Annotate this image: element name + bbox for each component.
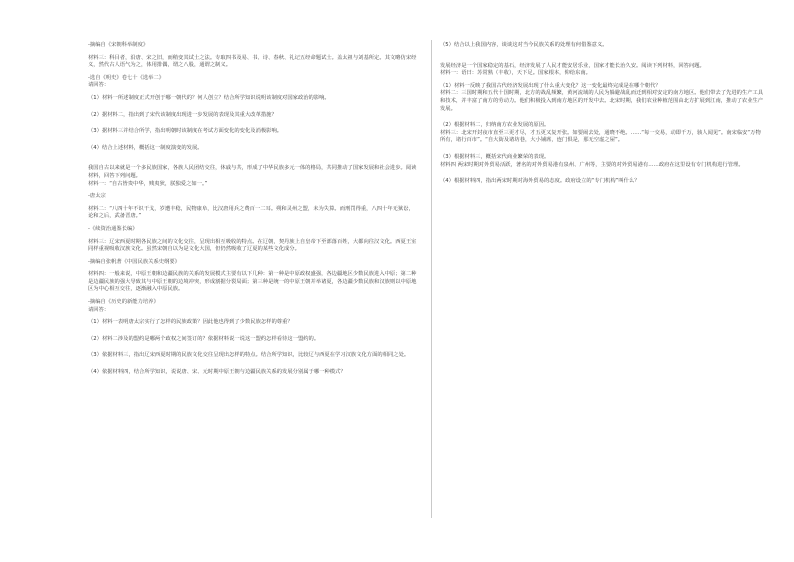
question-text: （4）根据材料四，指出两宋时期对海外贸易的态度。政府设立的“专门机构”叫什么？ <box>440 178 640 185</box>
source-line: -摘编自《历史的新能力培养》 <box>88 299 159 306</box>
material-text: 材料三：辽宋西夏时期各民族之间的文化交往，呈现出相互吸收的特点。在辽朝，契丹族上自皇帝下至部落百姓，大都向往汉文化。西夏王室同样重视吸收汉族文化。虽然宋朝自以为是文化大国，但仍然吸收了辽夏的某些文化成分。 <box>88 238 417 253</box>
question-text: （4）依据材料四，结合所学知识，说说唐、宋、元时期中原王朝与边疆民族关系的发展分别属于哪一种模式？ <box>88 369 346 376</box>
source-line: -《续资治通鉴长编》 <box>88 225 138 232</box>
material-text: 材料一：语曰：苏常熟（丰收），天下足。国家根本，仰给东南。 <box>440 70 591 77</box>
material-text: 材料二：“八四十年不识干戈，岁遭丰稔，民物康阜，比汉唐用兵之费百一二耳。朔和灵州之盟，未为失算。而刑罚得重，八四十年无狱讼，论和之后，武备晋唐。” <box>88 205 414 220</box>
prompt-label: 请回答： <box>88 306 110 313</box>
source-line: -选自《明史》卷七十《选举二》 <box>88 74 165 81</box>
source-line: -摘编自张帆著《中国民族关系史纲要》 <box>88 258 180 265</box>
left-column <box>88 42 418 377</box>
material-text: 材料一：“自古皆贵中华，贱夷狄，朕独爱之如一。” <box>88 180 208 187</box>
question-text: （2）据材料二，指出到了宋代该制度出现进一步发展的表现及其重大改革措施？ <box>88 111 277 118</box>
material-text: 材料二：三国时期和五代十国时期，北方的战乱频繁，黄河流域的人民为躲避战乱而迁到相对安定的南方地区。他们带去了先进的生产工具和技术，并丰富了南方的劳动力。他们积极投入到南方地区的开发中去。北宋时期，我们农业种植范围由北方扩展到江南，推动了农业生产发展。 <box>440 90 764 112</box>
right-column <box>440 42 766 186</box>
question-text: （2）根据材料二，归纳南方农业发展的原因。 <box>440 122 550 129</box>
question-text: （1）材料一表明唐太宗实行了怎样的民族政策？因此他也得到了少数民族怎样的尊重？ <box>88 319 293 326</box>
question-text: （1）材料一所述制度正式开创于哪一朝代的？何人创立？结合所学知识说明该制度对国家政治的影响。 <box>88 94 330 101</box>
question-text: （4）结合上述材料，概括这一制度演变的发展。 <box>88 144 203 151</box>
question-text: （3）根据材料三，概括宋代商业繁荣的表现。 <box>440 153 550 160</box>
source-line: -唐太宗 <box>88 193 106 200</box>
material-text: 材料三：科目者，沿唐、宋之旧，而稍变其试士之法。专取四书及易、书、诗、春秋、礼记五经命题试士。盖太祖与刘基所定。其文略仿宋经义，然代古人语气为之，体用排偶，谓之八股，通谓之制义。 <box>88 54 417 69</box>
question-text: （3）据材料三并结合所学，指出明朝时该制度在考试方面变化的变化及消极影响。 <box>88 128 283 135</box>
column-divider <box>431 40 432 518</box>
material-text: 材料三：北宋开封夜市直至三更才尽，才五更又复开张。如要闹去处，通晓不绝。……“每一交易，动即千万，骇人闻见”。南宋临安“万物所有，诸行百市”。“自大街及诸坊巷，大小铺席，连门俱是，那无空虚之屋”。 <box>440 129 761 144</box>
section-intro: 发展经济是一个国家稳定的基石，经济发展了人民才能安居乐业，国家才能长治久安。阅读下列材料，回答问题。 <box>440 62 705 69</box>
section-intro: 我国自古以来就是一个多民族国家，各族人民团结交往，休戚与共，形成了中华民族多元一体的格局，共同推动了国家发展和社会进步。阅读材料，回答下列问题。 <box>88 165 417 179</box>
material-text: 材料四 两宋时期对外贸易活跃，著名的对外贸易港有泉州、广州等，主要的对外贸易港有……政府在这里设有专门机构进行管理。 <box>440 161 744 168</box>
question-text: （2）材料二涉及的盟约是哪两个政权之间签订的？依据材料说一说这一盟约怎样看待这一盟约的。 <box>88 335 320 342</box>
source-line: -摘编自《宋朝科举制度》 <box>88 42 149 48</box>
prompt-label: 请回答： <box>88 82 110 89</box>
material-text: 材料四：一般来说，中原王朝和边疆民族的关系的发展模式主要有以下几种：第一种是中原政权盛强，各边疆地区少数民族进入中原；第二种是边疆民族的强大导致其与中原王朝的边境冲突，形成割据分裂局面；第三种是统一的中原王朝并举诸夏，各边疆少数民族和汉族则以中原地区为中心相互交往，逐渐融入中原民族。 <box>88 271 417 293</box>
question-text: （5）结合以上我国内容，谈谈这对当今民族关系的处理有何借鉴意义。 <box>440 42 608 48</box>
question-text: （1）材料一反映了我国古代经济发展出现了什么重大变化？这一变化最终完成是在哪个朝代？ <box>440 82 661 89</box>
question-text: （3）依据材料三，指出辽宋西夏时期的民族文化交往呈现出怎样的特点。结合所学知识，比较辽与西夏在学习汉族文化方面的相同之处。 <box>88 352 410 359</box>
